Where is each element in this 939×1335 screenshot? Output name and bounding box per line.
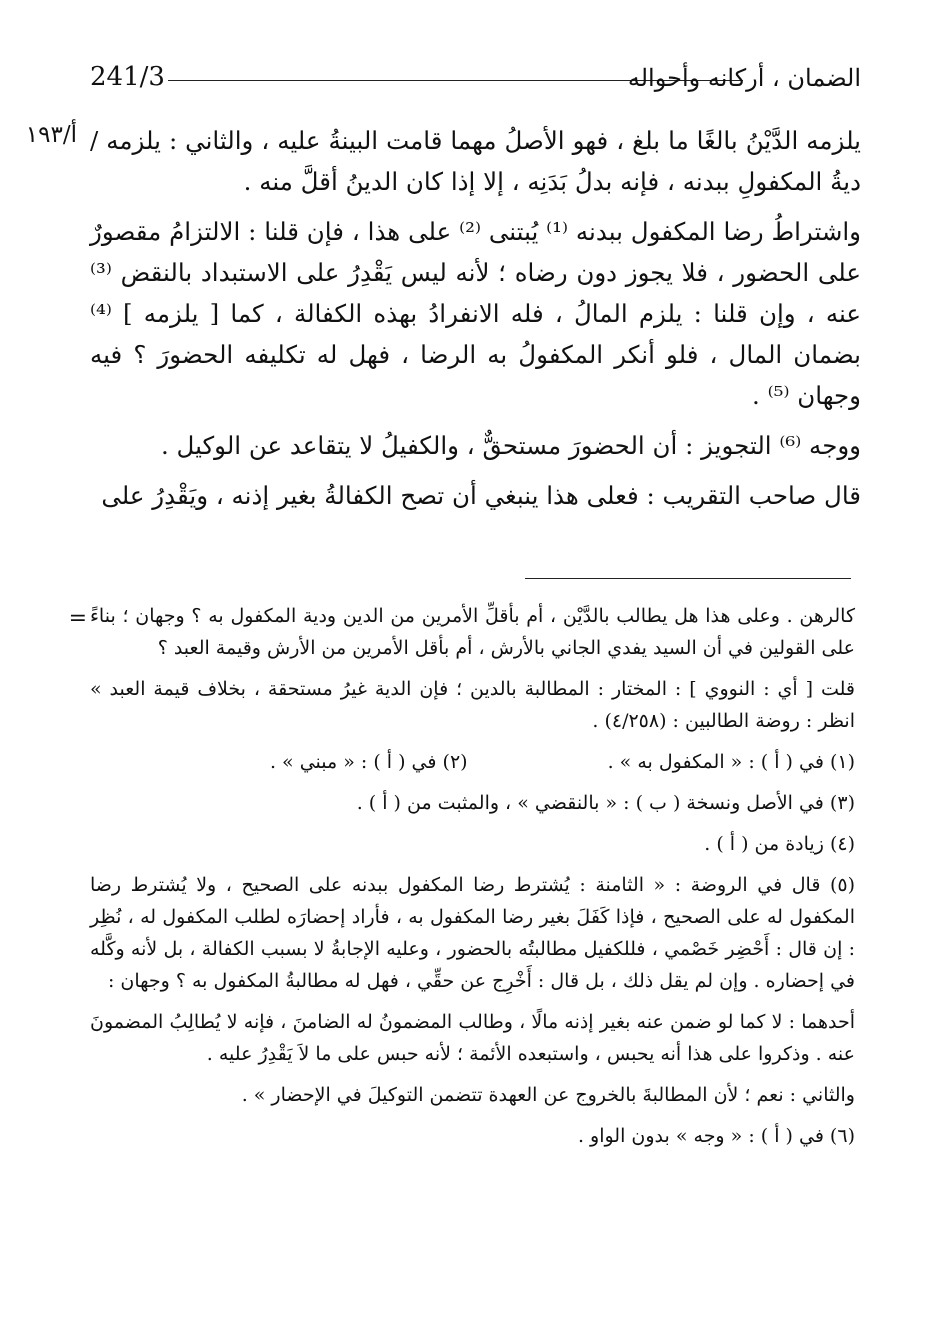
page-number: 241/3	[90, 62, 165, 92]
footnote-separator	[525, 578, 851, 579]
running-title: الضمان ، أركانه وأحواله	[627, 64, 861, 92]
footnote-1: (١) في ( أ ) : « المكفول به » .	[607, 751, 855, 773]
main-paragraph: يلزمه الدَّيْنُ بالغًا ما بلغ ، فهو الأصلُ مهما قامت البينةُ عليه ، والثاني : يلزمه / ديةُ المكفولِ ببدنه ، فإنه بدلُ بَدَنِه ، إلا إذا كان الدينُ أقلَّ منه .	[90, 126, 861, 196]
continuation-marker: =	[68, 606, 87, 631]
footnotes	[90, 600, 855, 1152]
footnote-5: (٥) قال في الروضة : « الثامنة : يُشترط رضا المكفول ببدنه على الصحيح ، ولا يُشترط رضا المكفول له على الصحيح ، فإذا كَفَلَ بغير رضا المكفول به ، فأراد إحضارَه لطلب المكفول له ، نُظِر : إن قال : أَحْضِر خَصْمي ، فللكفيل مطالبتُه بالحضور ، وعليه الإجابةُ لا بسبب الكفالة ، بل لأنه وكَّله في إحضاره . وإن لم يقل ذلك ، بل قال : أَخْرِج عن حقِّي ، فهل له مطالبةُ المكفول به ؟ وجهان :	[90, 874, 855, 992]
footnote-4: (٤) زيادة من ( أ ) .	[704, 833, 855, 855]
footnote-5-second-view: والثاني : نعم ؛ لأن المطالبةَ بالخروج عن العهدة تتضمن التوكيلَ في الإحضار » .	[241, 1084, 855, 1106]
page-header	[90, 62, 861, 102]
footnote-continuation: كالرهن . وعلى هذا هل يطالب بالدَّيْن ، أم بأقلِّ الأمرين من الدين ودية المكفول به ؟ وجهان ؛ بناءً على القولين في أن السيد يفدي الجاني بالأرش ، أم بأقل الأمرين من الأرش وقيمة العبد ؟	[90, 605, 855, 659]
nawawi-note: قلت [ أي : النووي ] : المختار : المطالبة بالدين ؛ فإن الدية غيرُ مستحقة ، بخلاف قيمة العبد » انظر : روضة الطالبين : (٤/٢٥٨) .	[90, 678, 855, 732]
folio-margin-note: أ/١٩٣	[25, 122, 77, 148]
main-paragraph: قال صاحب التقريب : فعلى هذا ينبغي أن تصح الكفالةُ بغير إذنه ، ويَقْدِرُ على	[101, 481, 861, 510]
main-text	[90, 120, 861, 516]
footnote-row-1-2	[90, 746, 855, 778]
footnote-3: (٣) في الأصل ونسخة ( ب ) : « بالنقضي » ، والمثبت من ( أ ) .	[356, 792, 855, 814]
footnote-2: (٢) في ( أ ) : « مبني » .	[269, 751, 468, 773]
main-paragraph: واشتراطُ رضا المكفول ببدنه ⁽¹⁾ يُبتنى ⁽²⁾ على هذا ، فإن قلنا : الالتزامُ مقصورٌ على الحضور ، فلا يجوز دون رضاه ؛ لأنه ليس يَقْدِرُ على الاستبداد بالنقض ⁽³⁾ عنه ، وإن قلنا : يلزم المالُ ، فله الانفرادُ بهذه الكفالة ، كما [ يلزمه ] ⁽⁴⁾ بضمان المال ، فلو أنكر المكفولُ به الرضا ، فهل له تكليفه الحضورَ ؟ فيه وجهان ⁽⁵⁾ .	[90, 217, 861, 410]
footnote-5-first-view: أحدهما : لا كما لو ضمن عنه بغير إذنه مالًا ، وطالب المضمونُ له الضامنَ ، فإنه لا يُطالِبُ المضمونَ عنه . وذكروا على هذا أنه يحبس ، واستبعده الأئمة ؛ لأنه حبس على ما لاَ يَقْدِرُ عليه .	[90, 1011, 855, 1065]
footnote-6: (٦) في ( أ ) : « وجه » بدون الواو .	[577, 1125, 855, 1147]
main-paragraph: ووجه ⁽⁶⁾ التجويز : أن الحضورَ مستحقٌّ ، والكفيلُ لا يتقاعد عن الوكيل .	[160, 431, 861, 460]
